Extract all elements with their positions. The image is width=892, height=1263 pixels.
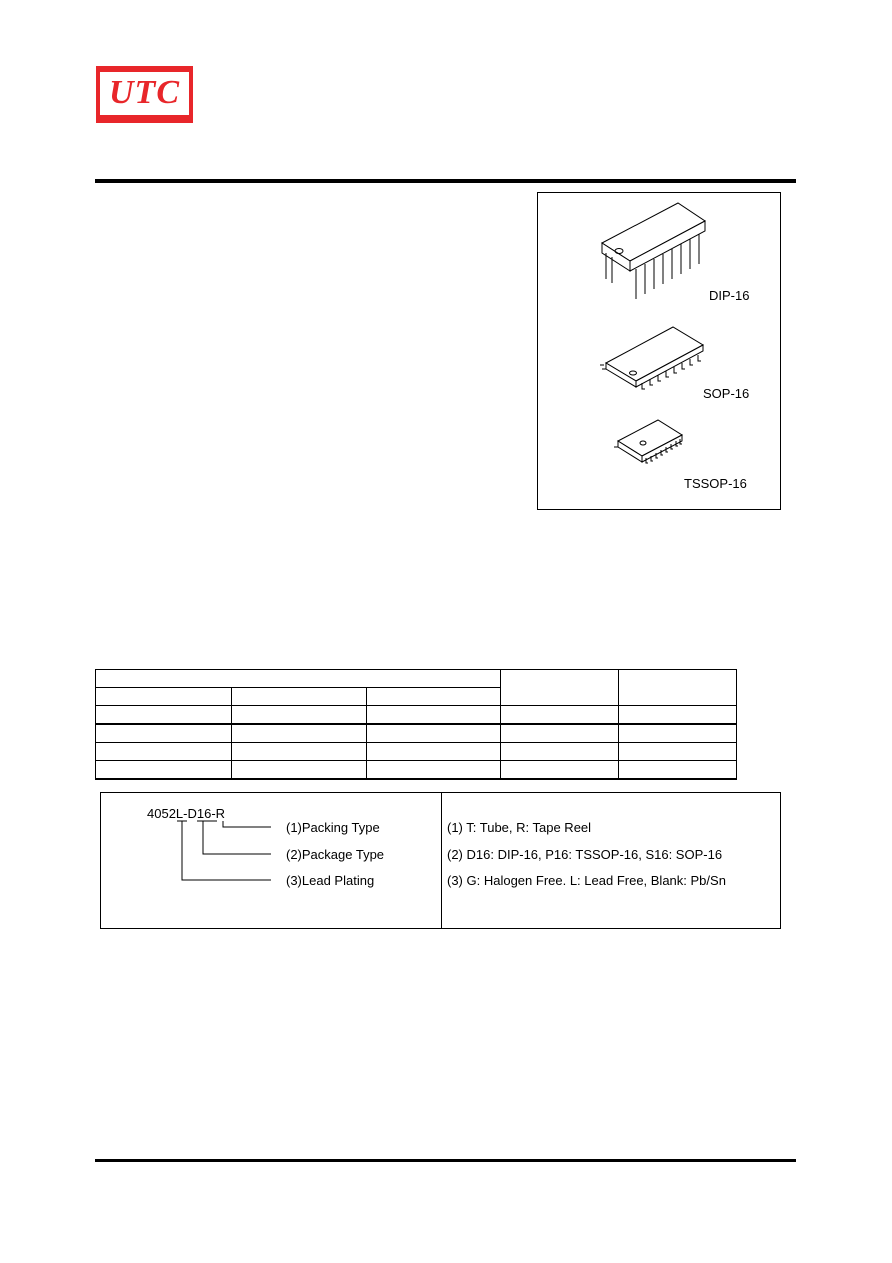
table-header-row: [96, 670, 737, 688]
table-cell: [619, 724, 737, 743]
table-header-cell: [367, 688, 501, 706]
table-cell: [96, 706, 232, 725]
part-number: 4052L-D16-R: [147, 806, 226, 821]
table-cell: [619, 761, 737, 780]
table-row: [96, 706, 737, 725]
table-cell: [619, 706, 737, 725]
part-code-box: [100, 792, 781, 929]
ordering-table: [95, 669, 737, 780]
package-figure-box: [537, 192, 781, 510]
table-cell: [96, 724, 232, 743]
field-lead-plating: (3)Lead Plating: [286, 873, 375, 888]
table-header-cell: [232, 688, 367, 706]
utc-logo: [96, 66, 193, 123]
table-cell: [232, 724, 367, 743]
table-header-cell: [96, 670, 501, 688]
sop16-drawing: [600, 327, 703, 389]
note-packing: (1) T: Tube, R: Tape Reel: [447, 820, 592, 835]
table-cell: [232, 743, 367, 761]
table-cell: [96, 761, 232, 780]
field-package-type: (2)Package Type: [286, 847, 385, 862]
table-cell: [367, 761, 501, 780]
table-row: [96, 761, 737, 780]
dip16-label: DIP-16: [709, 288, 750, 303]
logo-inner: [100, 72, 189, 115]
table-cell: [367, 724, 501, 743]
table-header-cell: [501, 670, 619, 706]
footer-rule: [95, 1159, 796, 1162]
table-cell: [367, 743, 501, 761]
header-rule: [95, 179, 796, 183]
note-plating: (3) G: Halogen Free. L: Lead Free, Blank: Pb/Sn: [447, 873, 726, 888]
table-cell: [96, 743, 232, 761]
note-package: (2) D16: DIP-16, P16: TSSOP-16, S16: SOP-16: [447, 847, 723, 862]
logo-text: UTC: [109, 74, 180, 111]
dip16-drawing: [602, 203, 705, 299]
tssop16-label: TSSOP-16: [684, 476, 747, 491]
table-cell: [232, 761, 367, 780]
table-cell: [501, 706, 619, 725]
package-drawings: [538, 193, 782, 511]
table-header-cell: [619, 670, 737, 706]
sop16-label: SOP-16: [703, 386, 750, 401]
table-cell: [367, 706, 501, 725]
part-code-divider: [441, 793, 442, 928]
table-row: [96, 724, 737, 743]
table-cell: [501, 761, 619, 780]
table-row: [96, 743, 737, 761]
table-cell: [619, 743, 737, 761]
field-packing-type: (1)Packing Type: [286, 820, 380, 835]
table-cell: [232, 706, 367, 725]
table-header-cell: [96, 688, 232, 706]
table-cell: [501, 743, 619, 761]
table-cell: [501, 724, 619, 743]
tssop16-drawing: [614, 420, 682, 463]
